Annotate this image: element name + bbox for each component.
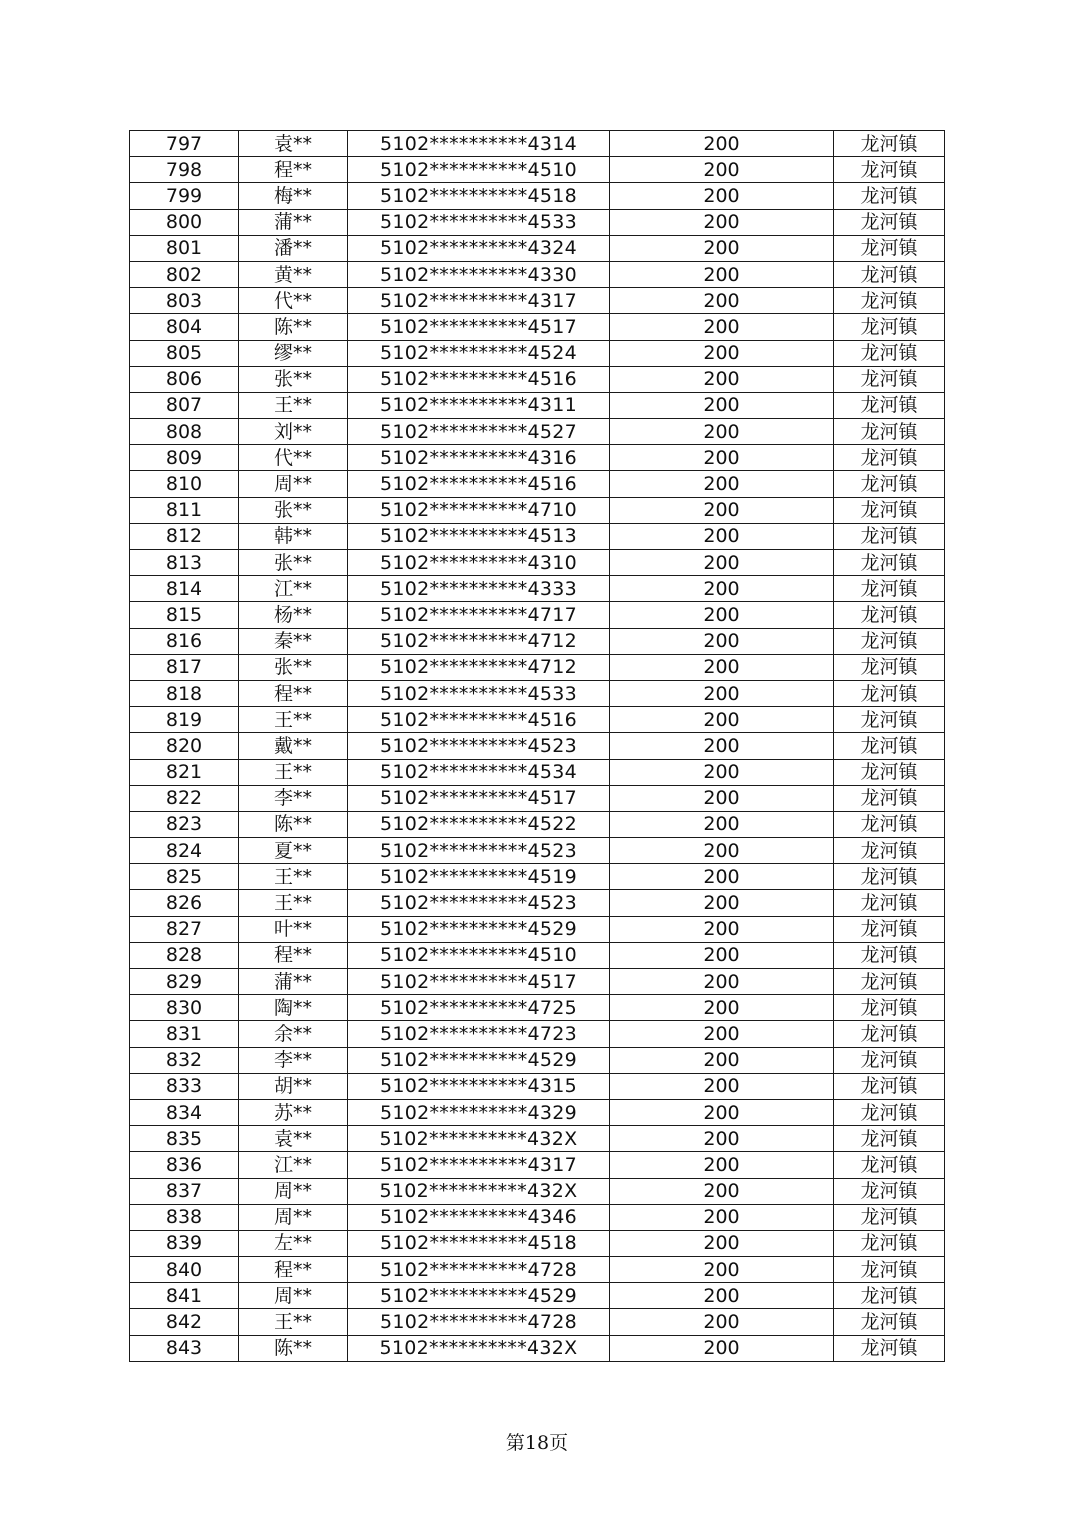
id-number-cell: 5102**********4518 [348,1230,610,1256]
amount-cell: 200 [610,419,834,445]
amount-cell: 200 [610,1126,834,1152]
table-row [130,1178,945,1204]
amount-cell: 200 [610,680,834,706]
town-cell: 龙河镇 [834,523,945,549]
amount-cell: 200 [610,1204,834,1230]
town-cell: 龙河镇 [834,969,945,995]
amount-cell: 200 [610,733,834,759]
row-number-cell: 833 [130,1073,239,1099]
town-cell: 龙河镇 [834,419,945,445]
name-cell: 陈** [239,314,348,340]
name-cell: 王** [239,864,348,890]
id-number-cell: 5102**********4329 [348,1099,610,1125]
name-cell: 黄** [239,261,348,287]
town-cell: 龙河镇 [834,314,945,340]
town-cell: 龙河镇 [834,785,945,811]
name-cell: 程** [239,680,348,706]
row-number-cell: 812 [130,523,239,549]
id-number-cell: 5102**********4316 [348,445,610,471]
row-number-cell: 830 [130,995,239,1021]
town-cell: 龙河镇 [834,942,945,968]
id-number-cell: 5102**********4346 [348,1204,610,1230]
row-number-cell: 818 [130,680,239,706]
amount-cell: 200 [610,654,834,680]
id-number-cell: 5102**********4517 [348,785,610,811]
name-cell: 叶** [239,916,348,942]
amount-cell: 200 [610,523,834,549]
name-cell: 缪** [239,340,348,366]
town-cell: 龙河镇 [834,209,945,235]
name-cell: 张** [239,366,348,392]
id-number-cell: 5102**********4310 [348,550,610,576]
name-cell: 余** [239,1021,348,1047]
table-row [130,1099,945,1125]
row-number-cell: 816 [130,628,239,654]
row-number-cell: 804 [130,314,239,340]
id-number-cell: 5102**********4519 [348,864,610,890]
town-cell: 龙河镇 [834,838,945,864]
id-number-cell: 5102**********4510 [348,157,610,183]
id-number-cell: 5102**********4710 [348,497,610,523]
row-number-cell: 838 [130,1204,239,1230]
town-cell: 龙河镇 [834,261,945,287]
roster-table [129,130,945,1362]
table-row [130,942,945,968]
row-number-cell: 828 [130,942,239,968]
table-row [130,497,945,523]
table-row [130,1021,945,1047]
town-cell: 龙河镇 [834,1073,945,1099]
row-number-cell: 806 [130,366,239,392]
id-number-cell: 5102**********4518 [348,183,610,209]
amount-cell: 200 [610,759,834,785]
table-row [130,235,945,261]
id-number-cell: 5102**********4529 [348,916,610,942]
amount-cell: 200 [610,1230,834,1256]
town-cell: 龙河镇 [834,811,945,837]
id-number-cell: 5102**********4728 [348,1257,610,1283]
table-row [130,1335,945,1361]
amount-cell: 200 [610,131,834,157]
town-cell: 龙河镇 [834,1230,945,1256]
id-number-cell: 5102**********4725 [348,995,610,1021]
id-number-cell: 5102**********4717 [348,602,610,628]
id-number-cell: 5102**********4317 [348,288,610,314]
id-number-cell: 5102**********4324 [348,235,610,261]
town-cell: 龙河镇 [834,497,945,523]
name-cell: 苏** [239,1099,348,1125]
row-number-cell: 834 [130,1099,239,1125]
id-number-cell: 5102**********4523 [348,890,610,916]
table-row [130,1152,945,1178]
table-row [130,969,945,995]
amount-cell: 200 [610,550,834,576]
id-number-cell: 5102**********4517 [348,969,610,995]
table-row [130,1283,945,1309]
id-number-cell: 5102**********4311 [348,392,610,418]
amount-cell: 200 [610,1309,834,1335]
row-number-cell: 841 [130,1283,239,1309]
amount-cell: 200 [610,497,834,523]
town-cell: 龙河镇 [834,916,945,942]
name-cell: 张** [239,497,348,523]
amount-cell: 200 [610,1335,834,1361]
row-number-cell: 832 [130,1047,239,1073]
id-number-cell: 5102**********4529 [348,1283,610,1309]
table-row [130,550,945,576]
page-number: 第18页 [505,1432,569,1454]
row-number-cell: 814 [130,576,239,602]
row-number-cell: 835 [130,1126,239,1152]
name-cell: 潘** [239,235,348,261]
id-number-cell: 5102**********4510 [348,942,610,968]
amount-cell: 200 [610,602,834,628]
row-number-cell: 820 [130,733,239,759]
town-cell: 龙河镇 [834,340,945,366]
name-cell: 江** [239,576,348,602]
id-number-cell: 5102**********4728 [348,1309,610,1335]
id-number-cell: 5102**********4533 [348,209,610,235]
name-cell: 袁** [239,131,348,157]
amount-cell: 200 [610,392,834,418]
town-cell: 龙河镇 [834,1047,945,1073]
row-number-cell: 822 [130,785,239,811]
name-cell: 李** [239,785,348,811]
table-row [130,183,945,209]
table-row [130,1257,945,1283]
id-number-cell: 5102**********432X [348,1126,610,1152]
name-cell: 陶** [239,995,348,1021]
table-row [130,340,945,366]
row-number-cell: 836 [130,1152,239,1178]
name-cell: 梅** [239,183,348,209]
name-cell: 左** [239,1230,348,1256]
name-cell: 韩** [239,523,348,549]
name-cell: 江** [239,1152,348,1178]
amount-cell: 200 [610,235,834,261]
name-cell: 秦** [239,628,348,654]
town-cell: 龙河镇 [834,707,945,733]
id-number-cell: 5102**********4712 [348,654,610,680]
table-row [130,523,945,549]
table-row [130,811,945,837]
row-number-cell: 813 [130,550,239,576]
table-row [130,288,945,314]
name-cell: 周** [239,1178,348,1204]
town-cell: 龙河镇 [834,1204,945,1230]
table-row [130,131,945,157]
name-cell: 李** [239,1047,348,1073]
town-cell: 龙河镇 [834,1309,945,1335]
table-row [130,471,945,497]
id-number-cell: 5102**********4712 [348,628,610,654]
table-row [130,680,945,706]
table-row [130,1047,945,1073]
table-row [130,759,945,785]
row-number-cell: 802 [130,261,239,287]
amount-cell: 200 [610,576,834,602]
row-number-cell: 815 [130,602,239,628]
amount-cell: 200 [610,366,834,392]
town-cell: 龙河镇 [834,1257,945,1283]
town-cell: 龙河镇 [834,890,945,916]
row-number-cell: 842 [130,1309,239,1335]
table-row [130,995,945,1021]
town-cell: 龙河镇 [834,1021,945,1047]
name-cell: 胡** [239,1073,348,1099]
table-row [130,445,945,471]
amount-cell: 200 [610,209,834,235]
table-row [130,157,945,183]
town-cell: 龙河镇 [834,1283,945,1309]
row-number-cell: 809 [130,445,239,471]
name-cell: 袁** [239,1126,348,1152]
id-number-cell: 5102**********4523 [348,733,610,759]
amount-cell: 200 [610,969,834,995]
row-number-cell: 819 [130,707,239,733]
name-cell: 戴** [239,733,348,759]
table-row [130,1309,945,1335]
town-cell: 龙河镇 [834,235,945,261]
row-number-cell: 825 [130,864,239,890]
town-cell: 龙河镇 [834,602,945,628]
name-cell: 张** [239,550,348,576]
amount-cell: 200 [610,890,834,916]
name-cell: 夏** [239,838,348,864]
name-cell: 代** [239,445,348,471]
town-cell: 龙河镇 [834,288,945,314]
row-number-cell: 827 [130,916,239,942]
amount-cell: 200 [610,1178,834,1204]
id-number-cell: 5102**********432X [348,1178,610,1204]
town-cell: 龙河镇 [834,131,945,157]
name-cell: 张** [239,654,348,680]
amount-cell: 200 [610,942,834,968]
amount-cell: 200 [610,183,834,209]
amount-cell: 200 [610,838,834,864]
amount-cell: 200 [610,1152,834,1178]
name-cell: 周** [239,1283,348,1309]
id-number-cell: 5102**********4523 [348,838,610,864]
table-row [130,314,945,340]
row-number-cell: 798 [130,157,239,183]
amount-cell: 200 [610,785,834,811]
town-cell: 龙河镇 [834,733,945,759]
table-row [130,1073,945,1099]
id-number-cell: 5102**********4522 [348,811,610,837]
name-cell: 王** [239,1309,348,1335]
name-cell: 王** [239,392,348,418]
row-number-cell: 837 [130,1178,239,1204]
amount-cell: 200 [610,1047,834,1073]
row-number-cell: 831 [130,1021,239,1047]
row-number-cell: 799 [130,183,239,209]
amount-cell: 200 [610,1283,834,1309]
id-number-cell: 5102**********4315 [348,1073,610,1099]
id-number-cell: 5102**********4516 [348,707,610,733]
town-cell: 龙河镇 [834,759,945,785]
town-cell: 龙河镇 [834,1152,945,1178]
table-row [130,576,945,602]
town-cell: 龙河镇 [834,995,945,1021]
amount-cell: 200 [610,995,834,1021]
id-number-cell: 5102**********4333 [348,576,610,602]
name-cell: 陈** [239,811,348,837]
id-number-cell: 5102**********4330 [348,261,610,287]
table-row [130,419,945,445]
row-number-cell: 808 [130,419,239,445]
amount-cell: 200 [610,1073,834,1099]
table-row [130,366,945,392]
table-row [130,1230,945,1256]
town-cell: 龙河镇 [834,471,945,497]
id-number-cell: 5102**********4533 [348,680,610,706]
town-cell: 龙河镇 [834,1126,945,1152]
name-cell: 刘** [239,419,348,445]
amount-cell: 200 [610,261,834,287]
id-number-cell: 5102**********4527 [348,419,610,445]
table-row [130,785,945,811]
amount-cell: 200 [610,1021,834,1047]
amount-cell: 200 [610,471,834,497]
name-cell: 陈** [239,1335,348,1361]
id-number-cell: 5102**********432X [348,1335,610,1361]
name-cell: 蒲** [239,969,348,995]
row-number-cell: 824 [130,838,239,864]
table-row [130,864,945,890]
row-number-cell: 803 [130,288,239,314]
id-number-cell: 5102**********4723 [348,1021,610,1047]
table-row [130,890,945,916]
town-cell: 龙河镇 [834,157,945,183]
town-cell: 龙河镇 [834,445,945,471]
id-number-cell: 5102**********4314 [348,131,610,157]
table-row [130,1204,945,1230]
town-cell: 龙河镇 [834,366,945,392]
table-row [130,392,945,418]
name-cell: 王** [239,759,348,785]
table-row [130,261,945,287]
row-number-cell: 840 [130,1257,239,1283]
town-cell: 龙河镇 [834,628,945,654]
town-cell: 龙河镇 [834,550,945,576]
name-cell: 周** [239,471,348,497]
row-number-cell: 805 [130,340,239,366]
amount-cell: 200 [610,314,834,340]
name-cell: 王** [239,890,348,916]
id-number-cell: 5102**********4517 [348,314,610,340]
town-cell: 龙河镇 [834,1099,945,1125]
table-row [130,838,945,864]
table-row [130,916,945,942]
row-number-cell: 810 [130,471,239,497]
name-cell: 程** [239,157,348,183]
row-number-cell: 801 [130,235,239,261]
table-row [130,707,945,733]
amount-cell: 200 [610,811,834,837]
town-cell: 龙河镇 [834,1178,945,1204]
name-cell: 代** [239,288,348,314]
name-cell: 程** [239,942,348,968]
amount-cell: 200 [610,1257,834,1283]
row-number-cell: 800 [130,209,239,235]
amount-cell: 200 [610,707,834,733]
amount-cell: 200 [610,1099,834,1125]
name-cell: 杨** [239,602,348,628]
row-number-cell: 817 [130,654,239,680]
amount-cell: 200 [610,340,834,366]
name-cell: 程** [239,1257,348,1283]
name-cell: 蒲** [239,209,348,235]
id-number-cell: 5102**********4516 [348,366,610,392]
id-number-cell: 5102**********4534 [348,759,610,785]
name-cell: 周** [239,1204,348,1230]
row-number-cell: 823 [130,811,239,837]
row-number-cell: 829 [130,969,239,995]
town-cell: 龙河镇 [834,392,945,418]
town-cell: 龙河镇 [834,680,945,706]
town-cell: 龙河镇 [834,864,945,890]
town-cell: 龙河镇 [834,183,945,209]
row-number-cell: 821 [130,759,239,785]
roster-table-body [130,131,945,1362]
amount-cell: 200 [610,157,834,183]
table-row [130,1126,945,1152]
row-number-cell: 826 [130,890,239,916]
row-number-cell: 811 [130,497,239,523]
row-number-cell: 807 [130,392,239,418]
amount-cell: 200 [610,916,834,942]
town-cell: 龙河镇 [834,654,945,680]
id-number-cell: 5102**********4317 [348,1152,610,1178]
amount-cell: 200 [610,864,834,890]
amount-cell: 200 [610,288,834,314]
table-row [130,654,945,680]
row-number-cell: 843 [130,1335,239,1361]
town-cell: 龙河镇 [834,576,945,602]
name-cell: 王** [239,707,348,733]
row-number-cell: 797 [130,131,239,157]
amount-cell: 200 [610,445,834,471]
table-row [130,602,945,628]
table-row [130,733,945,759]
row-number-cell: 839 [130,1230,239,1256]
town-cell: 龙河镇 [834,1335,945,1361]
id-number-cell: 5102**********4524 [348,340,610,366]
table-row [130,209,945,235]
id-number-cell: 5102**********4513 [348,523,610,549]
id-number-cell: 5102**********4529 [348,1047,610,1073]
amount-cell: 200 [610,628,834,654]
table-row [130,628,945,654]
id-number-cell: 5102**********4516 [348,471,610,497]
